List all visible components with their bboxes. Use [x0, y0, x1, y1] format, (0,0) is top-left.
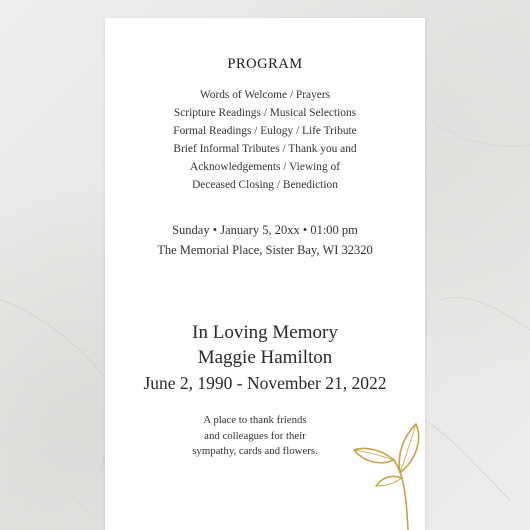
program-title: PROGRAM: [227, 56, 303, 72]
memorial-program-card: [105, 18, 425, 530]
thank-you-note: [165, 413, 345, 460]
program-line: Words of Welcome / Prayers: [199, 89, 331, 101]
event-location: The Memorial Place, Sister Bay, WI 32320: [157, 242, 373, 257]
thanks-line: sympathy, cards and flowers.: [192, 445, 318, 457]
program-line: Deceased Closing / Benediction: [192, 178, 338, 191]
thanks-line: and colleagues for their: [204, 429, 306, 442]
memory-heading: In Loving Memory: [192, 322, 338, 343]
program-line: Scripture Readings / Musical Selections: [173, 106, 357, 119]
memorial-heading-block: [105, 320, 425, 396]
deceased-name: Maggie Hamilton: [197, 347, 333, 368]
event-details: [105, 221, 425, 260]
program-line: Formal Readings / Eulogy / Life Tribute: [173, 124, 357, 137]
program-list: [105, 87, 425, 194]
program-line: Acknowledgements / Viewing of: [189, 160, 340, 173]
program-line: Brief Informal Tributes / Thank you and: [173, 142, 357, 155]
thanks-line: A place to thank friends: [203, 414, 307, 426]
event-datetime: Sunday • January 5, 20xx • 01:00 pm: [172, 223, 358, 237]
life-dates: June 2, 1990 - November 21, 2022: [143, 373, 387, 393]
gold-leaf-sprig-icon: [350, 416, 425, 530]
